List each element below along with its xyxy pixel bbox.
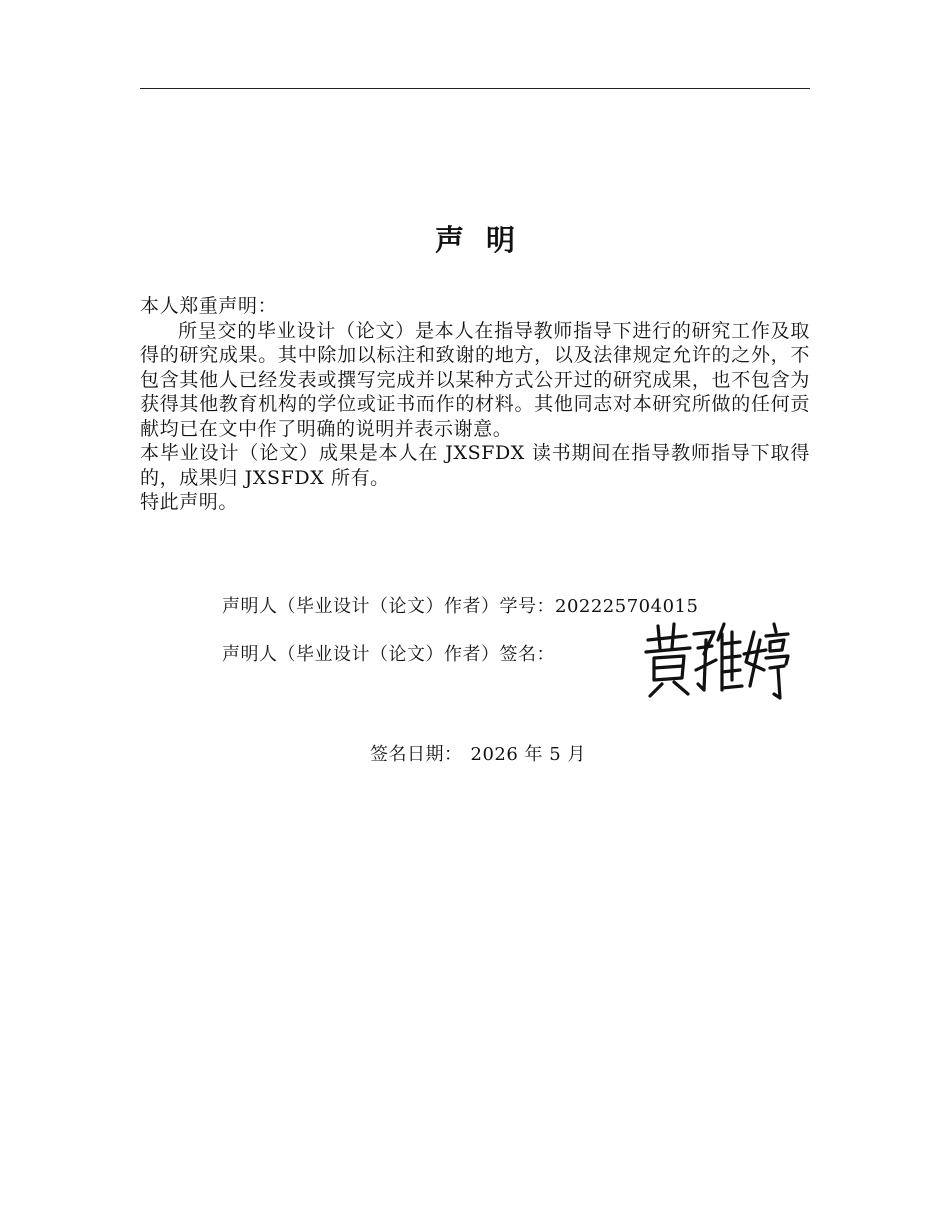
- paragraph-originality: 所呈交的毕业设计（论文）是本人在指导教师指导下进行的研究工作及取得的研究成果。其中除加以标注和致谢的地方，以及法律规定允许的之外，不包含其他人已经发表或撰写完成并以某种方式公开过的研究成果，也不包含为获得其他教育机构的学位或证书而作的材料。其他同志对本研究所做的任何贡献均已在文中作了明确的说明并表示谢意。: [140, 319, 810, 440]
- closing-line: 特此声明。: [140, 491, 239, 513]
- signature-label: 声明人（毕业设计（论文）作者）签名：: [222, 644, 555, 665]
- date-value: 2026 年 5 月: [470, 744, 586, 765]
- opening-line: 本人郑重声明：: [140, 295, 278, 317]
- page-title: 声明: [434, 223, 537, 257]
- signature-date: [370, 740, 586, 766]
- student-id-label: 声明人（毕业设计（论文）作者）学号：: [222, 596, 555, 617]
- date-label: 签名日期：: [370, 744, 463, 765]
- student-id-value: 202225704015: [555, 596, 699, 617]
- paragraph-ownership: 本毕业设计（论文）成果是本人在 JXSFDX 读书期间在指导教师指导下取得的，成果归 JXSFDX 所有。: [140, 442, 810, 489]
- student-id-line: [222, 592, 698, 618]
- handwritten-signature: [642, 618, 792, 702]
- signature-line: [222, 640, 555, 666]
- header-rule: [140, 88, 810, 89]
- declaration-body: [140, 294, 810, 515]
